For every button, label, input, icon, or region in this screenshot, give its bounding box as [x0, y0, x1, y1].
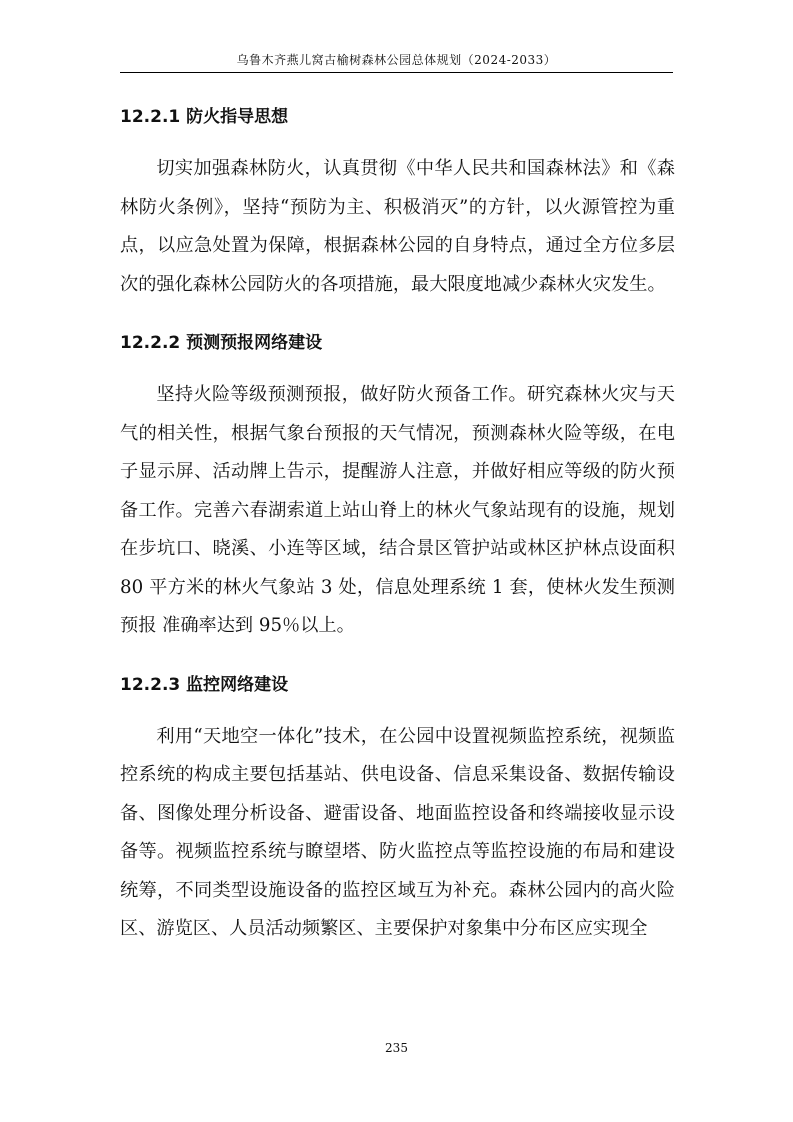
section-paragraph: 切实加强森林防火，认真贯彻《中华人民共和国森林法》和《森林防火条例》，坚持“预防为主、积极消灭”的方针，以火源管控为重点，以应急处置为保障，根据森林公园的自身特点，通过全方位多层次的强化森林公园防火的各项措施，最大限度地减少森林火灾发生。: [120, 158, 675, 295]
page-header-title: 乌鲁木齐燕儿窝古榆树森林公园总体规划（2024-2033）: [236, 53, 557, 67]
section-paragraph: 坚持火险等级预测预报，做好防火预备工作。研究森林火灾与天气的相关性，根据气象台预报的天气情况，预测森林火险等级，在电子显示屏、活动牌上告示，提醒游人注意，并做好相应等级的防火预备工作。完善六春湖索道上站山脊上的林火气象站现有的设施，规划在步坑口、晓溪、小连等区域，结合景区管护站或林区护林点设面积80 平方米的林火气象站 3 处，信息处理系统 1 套，使林火发生预测预报 准确率达到 95％以上。: [120, 384, 675, 636]
section-heading: 12.2.1 防火指导思想: [120, 107, 289, 127]
document-body: [120, 96, 675, 949]
section-heading: 12.2.3 监控网络建设: [120, 674, 289, 695]
section-heading: 12.2.2 预测预报网络建设: [120, 333, 323, 353]
section-monitoring-network: [120, 664, 675, 949]
page-number: 235: [385, 1041, 408, 1055]
section-fire-guiding-ideology: [120, 96, 675, 304]
header-divider: [120, 72, 673, 73]
section-forecast-network: [120, 322, 675, 646]
section-paragraph: 利用“天地空一体化”技术，在公园中设置视频监控系统，视频监控系统的构成主要包括基站、供电设备、信息采集设备、数据传输设备、图像处理分析设备、避雷设备、地面监控设备和终端接收显示设备等。视频监控系统与瞭望塔、防火监控点等监控设施的布局和建设统筹，不同类型设施设备的监控区域互为补充。森林公园内的高火险区、游览区、人员活动频繁区、主要保护对象集中分布区应实现全: [120, 725, 675, 939]
